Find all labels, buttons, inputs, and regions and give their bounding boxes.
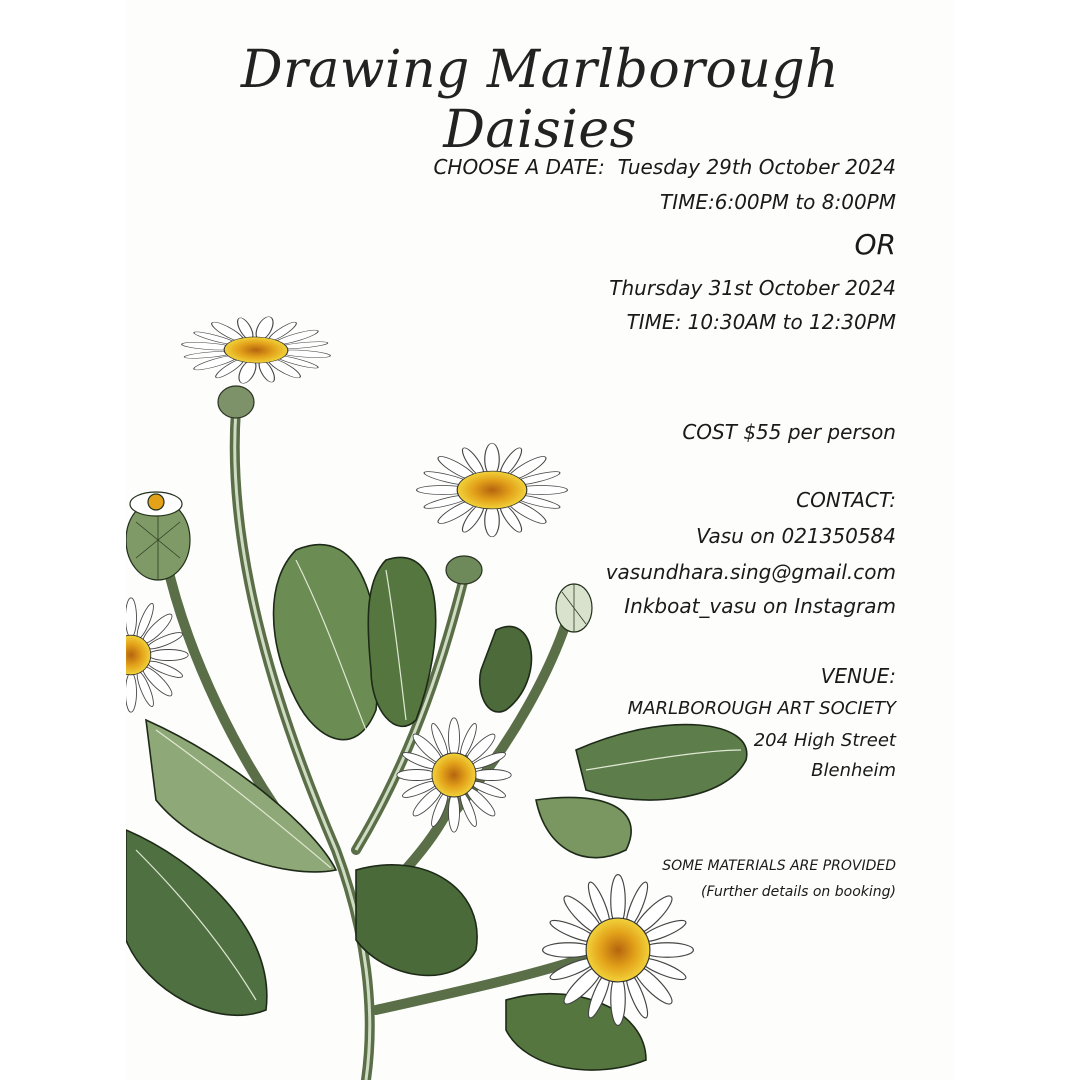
or-separator: OR [854,228,896,261]
contact-heading: CONTACT: [796,488,896,512]
venue-street: 204 High Street [753,730,896,751]
time-2: TIME: 10:30AM to 12:30PM [626,310,896,334]
time-1: TIME:6:00PM to 8:00PM [660,190,896,214]
details-note: (Further details on booking) [701,884,896,900]
bud-right [556,584,592,632]
venue-name: MARLBOROUGH ART SOCIETY [627,698,896,719]
venue-heading: VENUE: [820,664,896,688]
materials-note: SOME MATERIALS ARE PROVIDED [662,858,896,874]
contact-instagram: Inkboat_vasu on Instagram [624,594,896,618]
daisy-bottom [543,875,694,1026]
choose-date-line [433,155,896,179]
daisy-top [169,311,344,389]
date-1: Tuesday 29th October 2024 [617,155,896,179]
choose-date-label: CHOOSE A DATE: [433,155,605,179]
venue-city: Blenheim [811,760,896,781]
daisy-middle [417,443,568,537]
poster-title: Drawing Marlborough Daisies [240,40,840,160]
date-2: Thursday 31st October 2024 [609,276,896,300]
contact-phone: Vasu on 021350584 [696,524,896,548]
bud-left [126,492,190,580]
daisy-illustration [126,290,766,1080]
daisy-lower [397,718,511,832]
contact-email: vasundhara.sing@gmail.com [605,560,896,584]
cost-text: COST $55 per person [682,420,896,444]
